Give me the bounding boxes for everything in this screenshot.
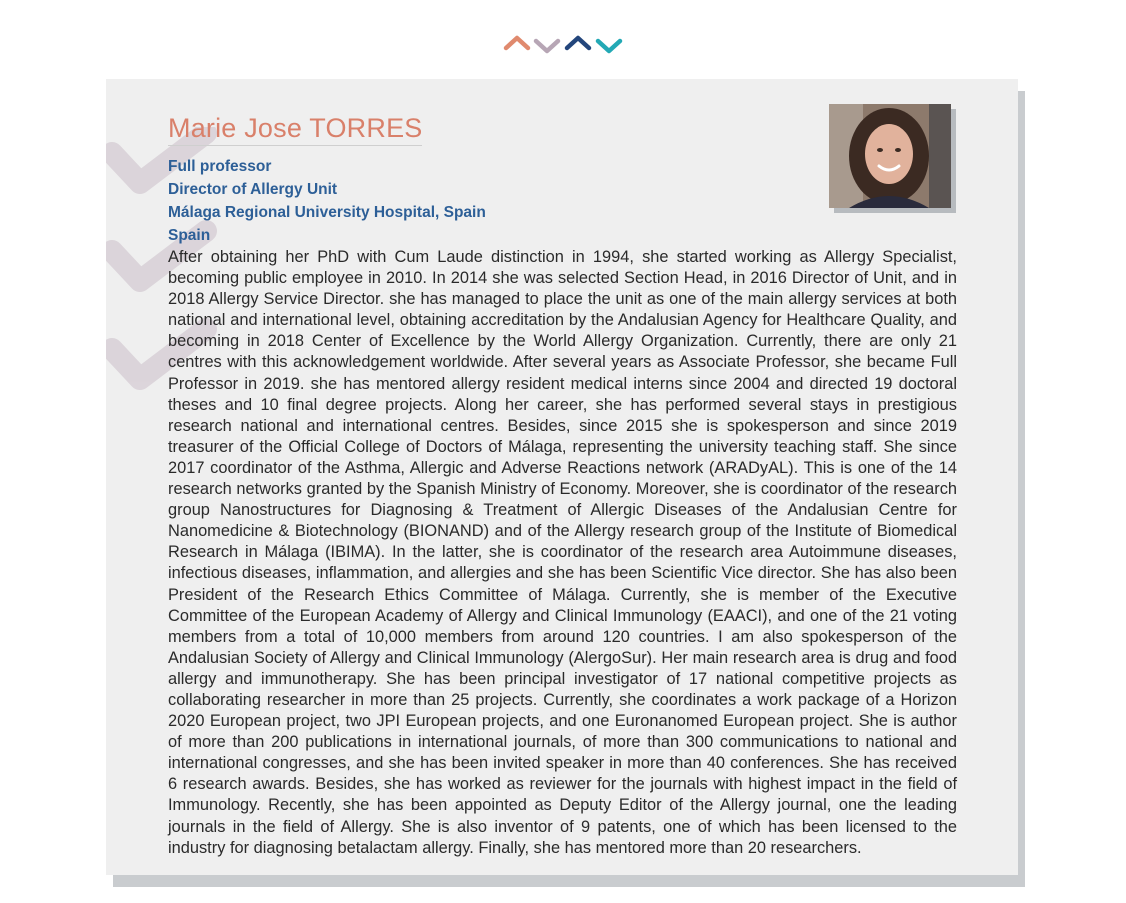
speaker-title: Full professor: [168, 158, 272, 175]
chevron-logo-icon: [502, 30, 626, 58]
speaker-role: Director of Allergy Unit: [168, 181, 338, 198]
speaker-country: Spain: [168, 227, 211, 244]
profile-content: [168, 113, 957, 859]
speaker-card: [106, 79, 1018, 875]
speaker-institution: Málaga Regional University Hospital, Spain: [168, 204, 486, 221]
speaker-bio: After obtaining her PhD with Cum Laude distinction in 1994, she started working as Allergy Specialist, becoming public employee in 2010. In 2014 she was selected Section Head, in 2016 Director of Unit, and in 2018 Allergy Service Director. she has managed to place the unit as one of the main allergy services at both national and international level, obtaining accreditation by the Andalusian Agency for Healthcare Quality, and becoming in 2018 Center of Excellence by the World Allergy Organization. Currently, there are only 21 centres with this acknowledgement worldwide. After several years as Associate Professor, she became Full Professor in 2019. she has mentored allergy resident medical interns since 2004 and directed 19 doctoral theses and 10 final degree projects. Along her career, she has performed several stays in prestigious research national and international centres. Besides, since 2015 she is spokesperson and since 2019 treasurer of the Official College of Doctors of Málaga, representing the university teaching staff. She since 2017 coordinator of the Asthma, Allergic and Adverse Reactions network (ARADyAL). This is one of the 14 research networks granted by the Spanish Ministry of Economy. Moreover, she is coordinator of the research group Nanostructures for Diagnosing & Treatment of Allergic Diseases of the Andalusian Centre for Nanomedicine & Biotechnology (BIONAND) and of the Allergy research group of the Institute of Biomedical Research in Málaga (IBIMA). In the latter, she is coordinator of the research area Autoimmune diseases, infectious diseases, inflammation, and allergies and she has been Scientific Vice director. She has also been President of the Research Ethics Committee of Málaga. Currently, she is member of the Executive Committee of the European Academy of Allergy and Clinical Immunology (EAACI), and one of the 21 voting members from a total of 10,000 members from around 120 countries. I am also spokesperson of the Andalusian Society of Allergy and Clinical Immunology (AlergoSur). Her main research area is drug and food allergy and immunotherapy. She has been principal investigator of 17 national competitive projects as collaborating researcher in more than 25 projects. Currently, she coordinates a work package of a Horizon 2020 European project, two JPI European projects, and one Euronanomed European project. She is author of more than 200 publications in international journals, of more than 300 communications to national and international congresses, and she has been invited speaker in more than 40 conferences. She has received 6 research awards. Besides, she has worked as reviewer for the journals with highest impact in the field of Immunology. Recently, she has been appointed as Deputy Editor of the Allergy journal, one the leading journals in the field of Allergy. She is also inventor of 9 patents, one of which has been licensed to the industry for diagnosing betalactam allergy. Finally, she has mentored more than 20 researchers.: [168, 248, 957, 857]
speaker-name: Marie Jose TORRES: [168, 113, 422, 146]
speaker-details: [168, 155, 957, 247]
